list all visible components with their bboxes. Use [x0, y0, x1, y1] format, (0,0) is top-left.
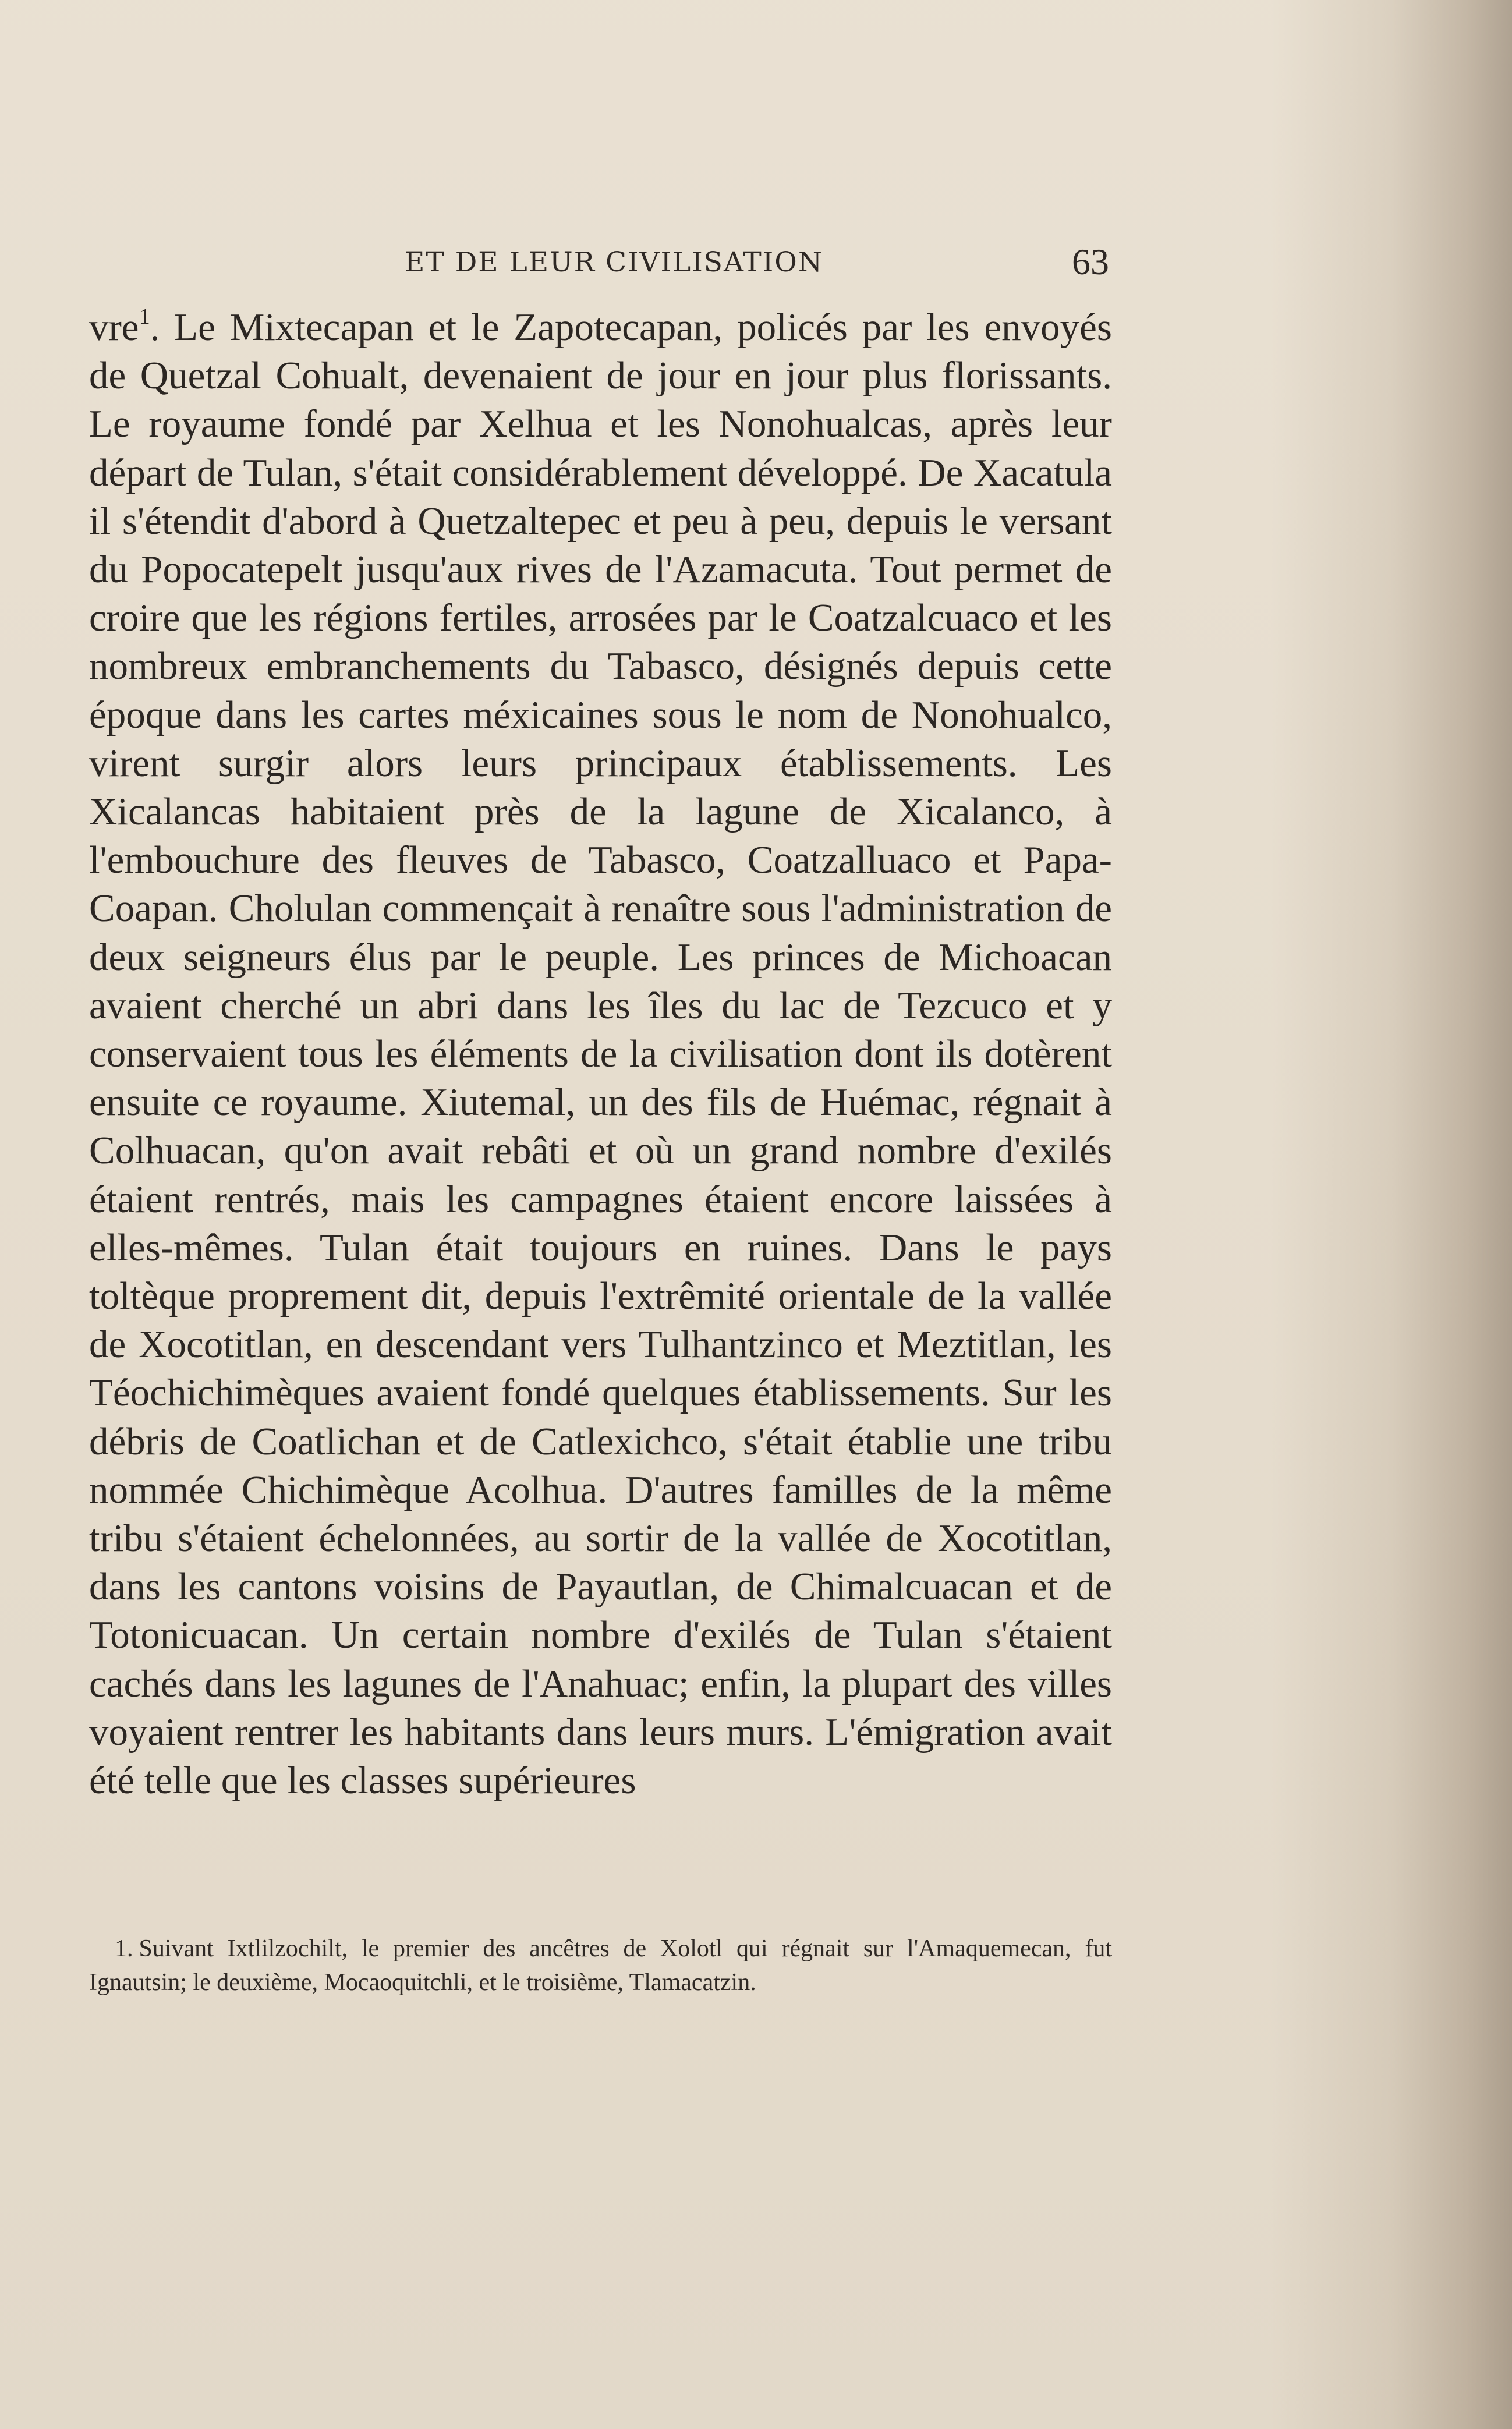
footnote-number: 1. — [115, 1935, 133, 1962]
paragraph-start: vre — [89, 306, 139, 349]
paragraph-text: . Le Mixtecapan et le Zapotecapan, policés par les envoyés de Quetzal Cohualt, devenaient de jour en jour plus florissants. Le royaume fondé par Xelhua et les Nonohualcas, après leur départ de Tulan, s'était considérablement développé. De Xacatula il s'étendit d'abord à Quetzaltepec et peu à peu, depuis le versant du Popocatepelt jusqu'aux rives de l'Azamacuta. Tout permet de croire que les régions fertiles, arrosées par le Coatzalcuaco et les nombreux embranchements du Tabasco, désignés depuis cette époque dans les cartes méxicaines sous le nom de Nonohualco, virent surgir alors leurs principaux établissements. Les Xicalancas habitaient près de la lagune de Xicalanco, à l'embouchure des fleuves de Tabasco, Coatzalluaco et Papa-Coapan. Cholulan commençait à renaître sous l'administration de deux seigneurs élus par le peuple. Les princes de Michoacan avaient cherché un abri dans les îles du lac de Tezcuco et y conservaient tous les éléments de la civilisation dont ils dotèrent ensuite ce royaume. Xiutemal, un des fils de Huémac, régnait à Colhuacan, qu'on avait rebâti et où un grand nombre d'exilés étaient rentrés, mais les campagnes étaient encore laissées à elles-mêmes. Tulan était toujours en ruines. Dans le pays toltèque proprement dit, depuis l'extrêmité orientale de la vallée de Xocotitlan, en descendant vers Tulhantzinco et Meztitlan, les Téochichimèques avaient fondé quelques établissements. Sur les débris de Coatlichan et de Catlexichco, s'était établie une tribu nommée Chichimèque Acolhua. D'autres familles de la même tribu s'étaient échelonnées, au sortir de la vallée de Xocotitlan, dans les cantons voisins de Payautlan, de Chimalcuacan et de Totonicuacan. Un certain nombre d'exilés de Tulan s'étaient cachés dans les lagunes de l'Anahuac; enfin, la plupart des villes voyaient rentrer les habitants dans leurs murs. L'émigration avait été telle que les classes supérieures — [89, 306, 1112, 1803]
running-title: ET DE LEUR CIVILISATION — [405, 246, 823, 278]
page-number: 63 — [1072, 241, 1109, 282]
footnote — [89, 1932, 1112, 1999]
main-paragraph — [89, 303, 1112, 1805]
page-header — [90, 240, 1109, 281]
footnote-text: Suivant Ixtlilzochilt, le premier des ancêtres de Xolotl qui régnait sur l'Amaquemecan, fut Ignautsin; le deuxième, Mocaoquitchli, et le troisième, Tlamacatzin. — [89, 1935, 1112, 1996]
footnote-reference: 1 — [139, 304, 150, 329]
body-text — [89, 303, 1112, 1805]
